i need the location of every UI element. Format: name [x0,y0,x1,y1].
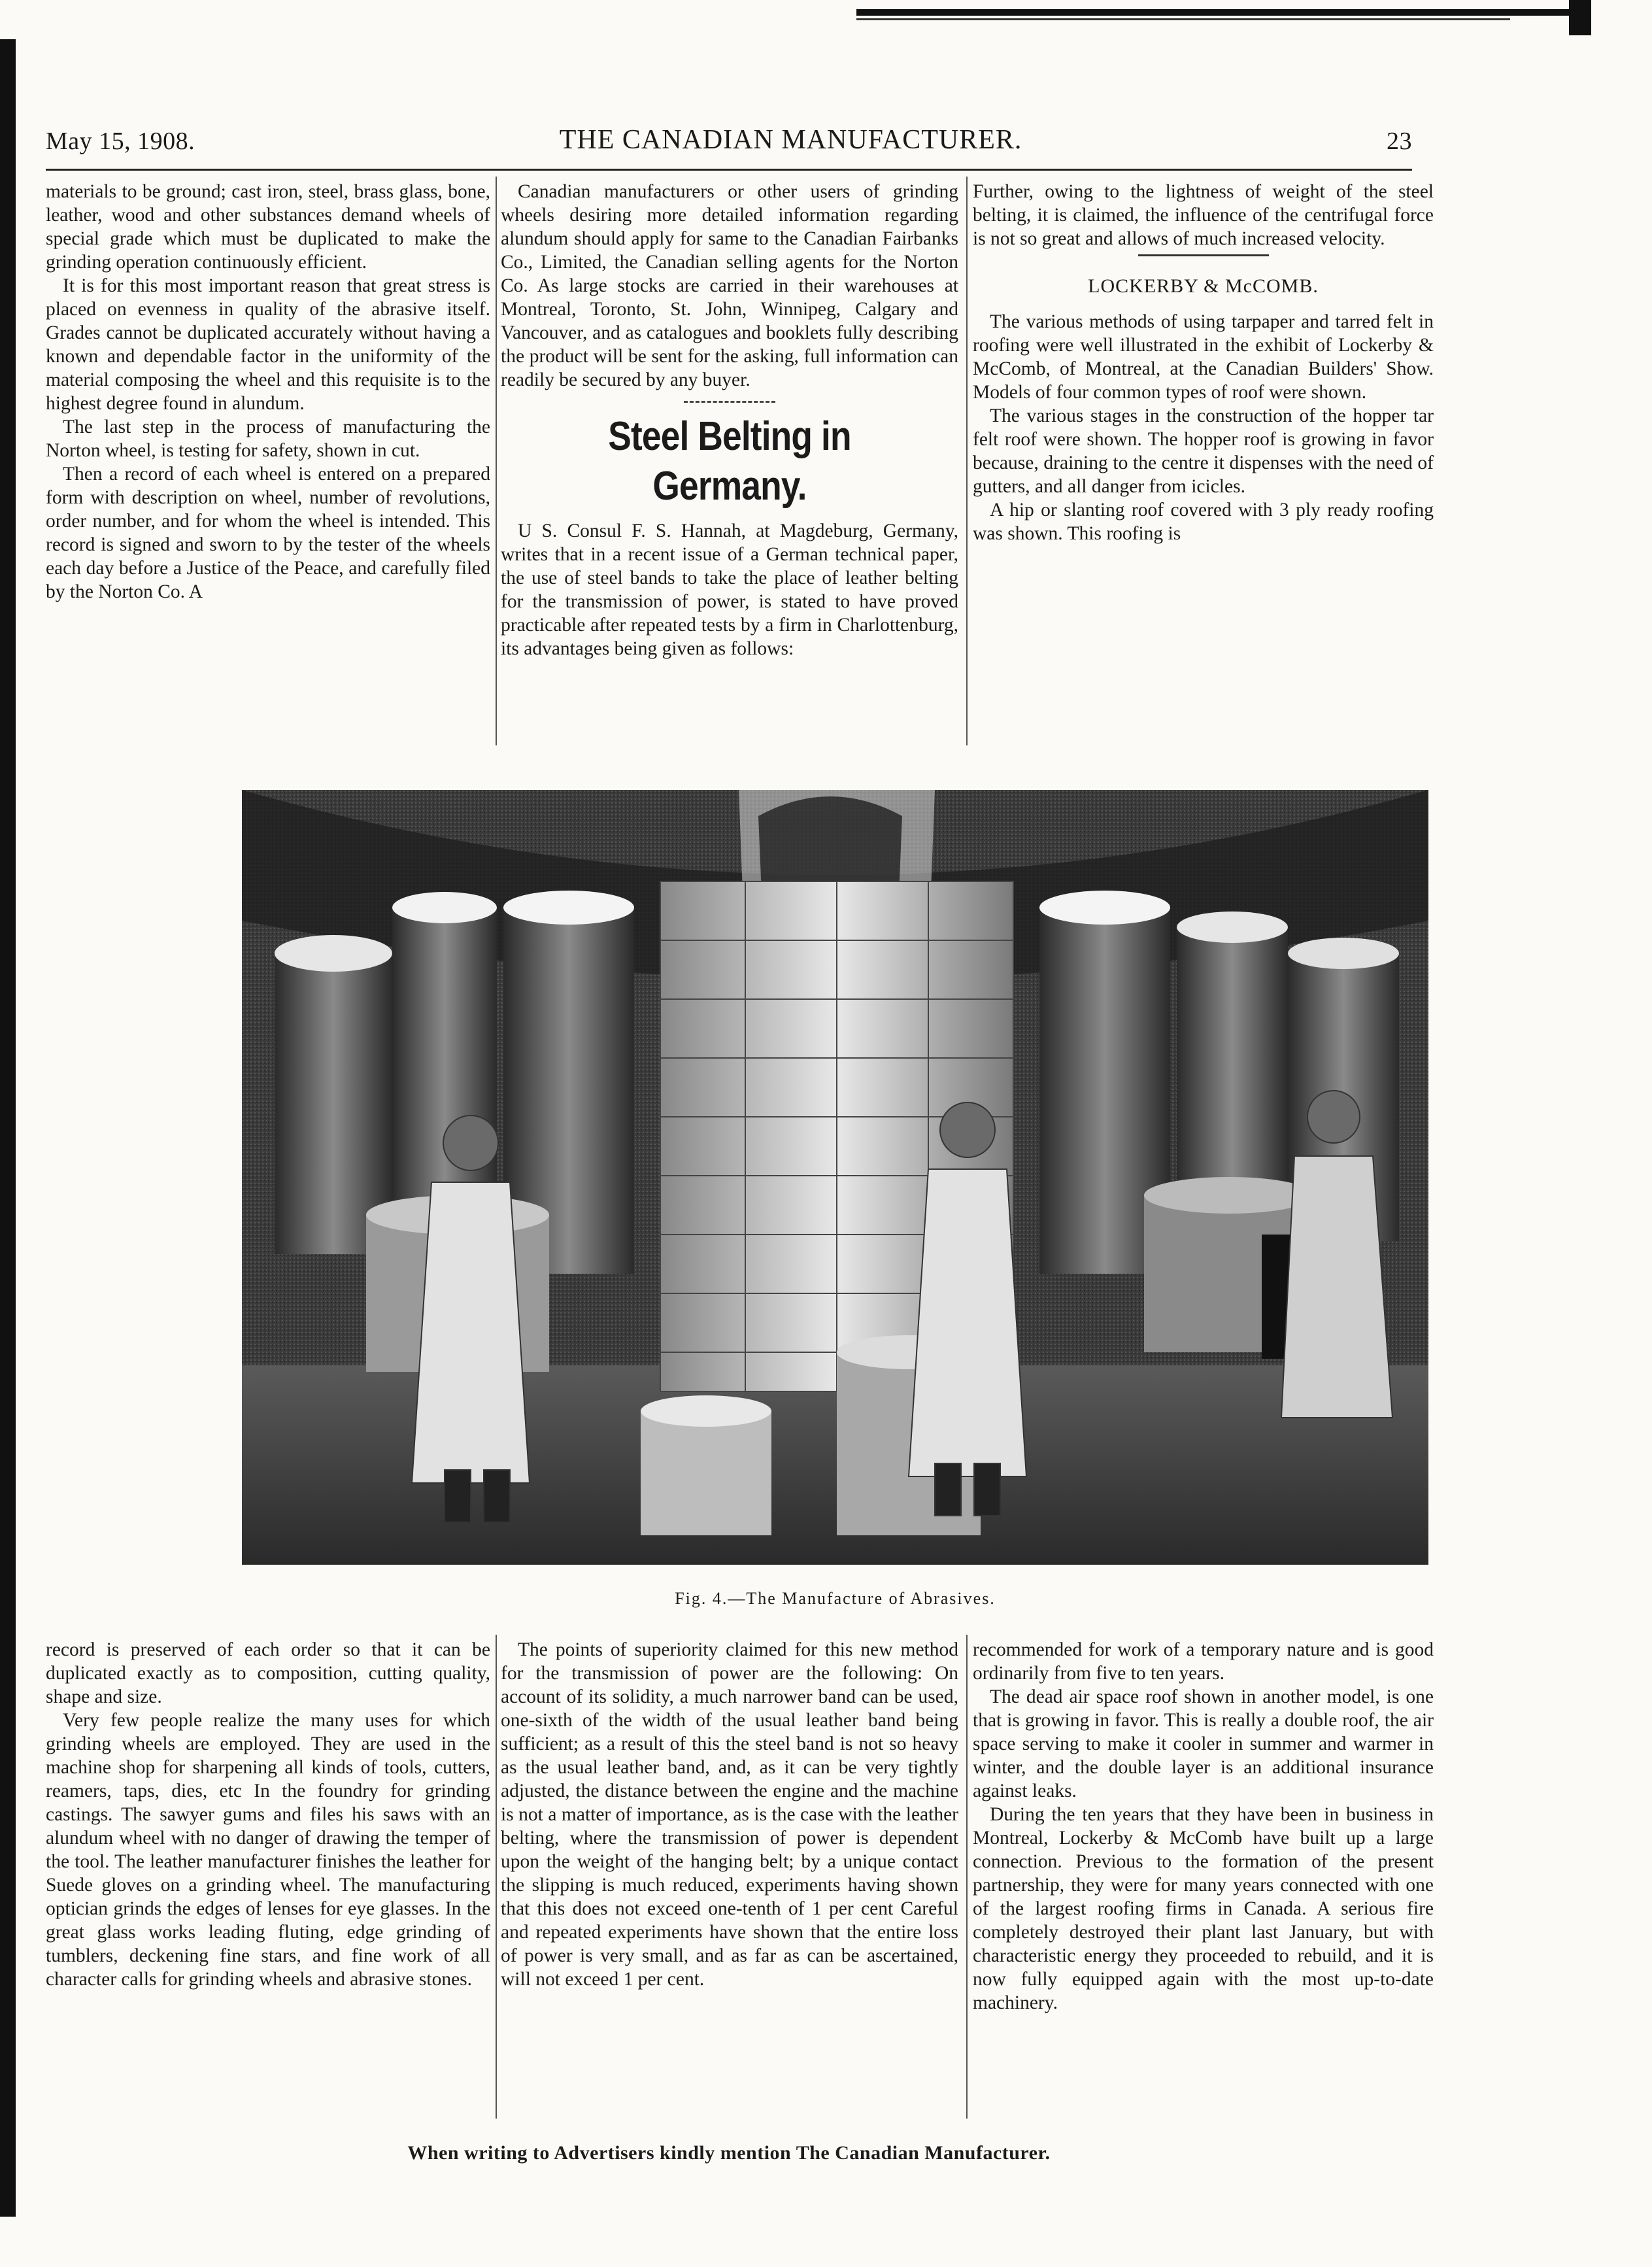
section-divider [1138,254,1269,256]
article-headline: Steel Belting in Germany. [608,414,851,509]
top-border-rule [856,9,1582,16]
top-column-2 [501,180,958,660]
header-rule [46,169,1412,171]
page-number: 23 [1386,128,1412,155]
column-divider [496,177,497,745]
figure-caption: Fig. 4.—The Manufacture of Abrasives. [675,1589,996,1608]
paragraph: A hip or slanting roof covered with 3 ply ready roofing was shown. This roofing is [973,500,1434,544]
paragraph: U S. Consul F. S. Hannah, at Magdeburg, Germany, writes that in a recent issue of a German technical paper, the use of steel bands to take the place of leather belting for the transmission of power, is stated to have proved practicable after repeated tests by a firm in Charlottenburg, its advantages being given as follows: [501,520,958,659]
bottom-column-2 [501,1638,958,1991]
paragraph: The last step in the process of manufacturing the Norton wheel, is testing for safety, shown in cut. [46,417,490,461]
paragraph: During the ten years that they have been in business in Montreal, Lockerby & McComb have built up a large connection. Previous to the formation of the present partnership, they were for many years connected with one of the largest roofing firms in Canada. A serious fire completely destroyed their plant last January, but with characteristic energy they proceeded to rebuild, and it is now fully equipped again with the most up-to-date machinery. [973,1804,1434,2013]
abrasives-photograph [242,790,1428,1565]
paragraph: Then a record of each wheel is entered on a prepared form with description on wheel, number of revolutions, order number, and for whom the wheel is intended. This record is signed and sworn to by the tester of the wheels each day before a Justice of the Peace, and carefully filed by the Norton Co. A [46,464,490,602]
page-header [46,110,1412,156]
column-divider [966,177,968,745]
column-divider [496,1635,497,2119]
top-column-1 [46,180,490,604]
column-divider [966,1635,968,2119]
corner-mark [1569,0,1591,35]
section-divider [684,401,775,403]
issue-date: May 15, 1908. [46,128,195,155]
paragraph: It is for this most important reason that great stress is placed on evenness in quality of the abrasive itself. Grades cannot be duplicated accurately without having a known and dependable factor in the uniformity of the material composing the wheel and this requisite is to the highest degree found in alundum. [46,275,490,414]
paragraph: Canadian manufacturers or other users of grinding wheels desiring more detailed information regarding alundum should apply for same to the Canadian Fairbanks Co., Limited, the Canadian selling agents for the Norton Co. As large stocks are carried in their warehouses at Montreal, Toronto, St. John, Winnipeg, Calgary and Vancouver, and as catalogues and booklets fully describing the product will be sent for the asking, full information can readily be secured by any buyer. [501,181,958,390]
paragraph: Very few people realize the many uses for which grinding wheels are employed. They are used in the machine shop for sharpening all kinds of tools, cutters, reamers, taps, dies, etc In the foundry for grinding castings. The sawyer gums and files his saws with an alundum wheel with no danger of drawing the temper of the tool. The leather manufacturer finishes the leather for Suede gloves on a grinding wheel. The manufacturing optician grinds the edges of lenses for eye glasses. In the great glass works leading fluting, edge grinding of tumblers, deckening fine stars, and fine work of all character calls for grinding wheels and abrasive stones. [46,1710,490,1990]
publication-title: THE CANADIAN MANUFACTURER. [559,125,1022,155]
page-edge-rule [0,39,16,2217]
paragraph: The points of superiority claimed for this new method for the transmission of power are the following: On account of its solidity, a much narrower band can be used, one-sixth of the width of the usual leather band being sufficient; as a result of this the steel band is not so heavy as the usual leather band, and, as it can be very tightly adjusted, the distance between the engine and the machine is not a matter of importance, as is the case with the leather belting, where the transmission of power is dependent upon the weight of the hanging belt; by a unique contact the slipping is much reduced, experiments having shown that this does not exceed one-tenth of 1 per cent Careful and repeated experiments have shown that the entire loss of power is very small, and as far as can be ascertained, will not exceed 1 per cent. [501,1639,958,1990]
paragraph: materials to be ground; cast iron, steel, brass glass, bone, leather, wood and other substances demand wheels of special grade which must be duplicated to make the grinding operation continuously efficient. [46,181,490,273]
advertiser-footer-note: When writing to Advertisers kindly mention The Canadian Manufacturer. [407,2142,1051,2164]
paragraph: recommended for work of a temporary nature and is good ordinarily from five to ten years. [973,1639,1434,1684]
top-column-3 [973,180,1434,545]
paragraph: Further, owing to the lightness of weight of the steel belting, it is claimed, the influence of the centrifugal force is not so great and allows of much increased velocity. [973,181,1434,249]
section-heading: LOCKERBY & McCOMB. [1088,275,1319,297]
paragraph: The dead air space roof shown in another model, is one that is growing in favor. This is really a double roof, the air space serving to make it cooler in summer and warmer in winter, and the double layer is an additional insurance against leaks. [973,1686,1434,1801]
paragraph: The various methods of using tarpaper and tarred felt in roofing were well illustrated in the exhibit of Lockerby & McComb, of Montreal, at the Canadian Builders' Show. Models of four common types of roof were shown. [973,311,1434,403]
top-border-thin-rule [856,18,1510,20]
bottom-column-1 [46,1638,490,1991]
paragraph: The various stages in the construction of the hopper tar felt roof were shown. The hopper roof is growing in favor because, draining to the centre it dispenses with the need of gutters, and all danger from icicles. [973,405,1434,497]
bottom-column-3 [973,1638,1434,2015]
paragraph: record is preserved of each order so that it can be duplicated exactly as to composition, cutting quality, shape and size. [46,1639,490,1707]
